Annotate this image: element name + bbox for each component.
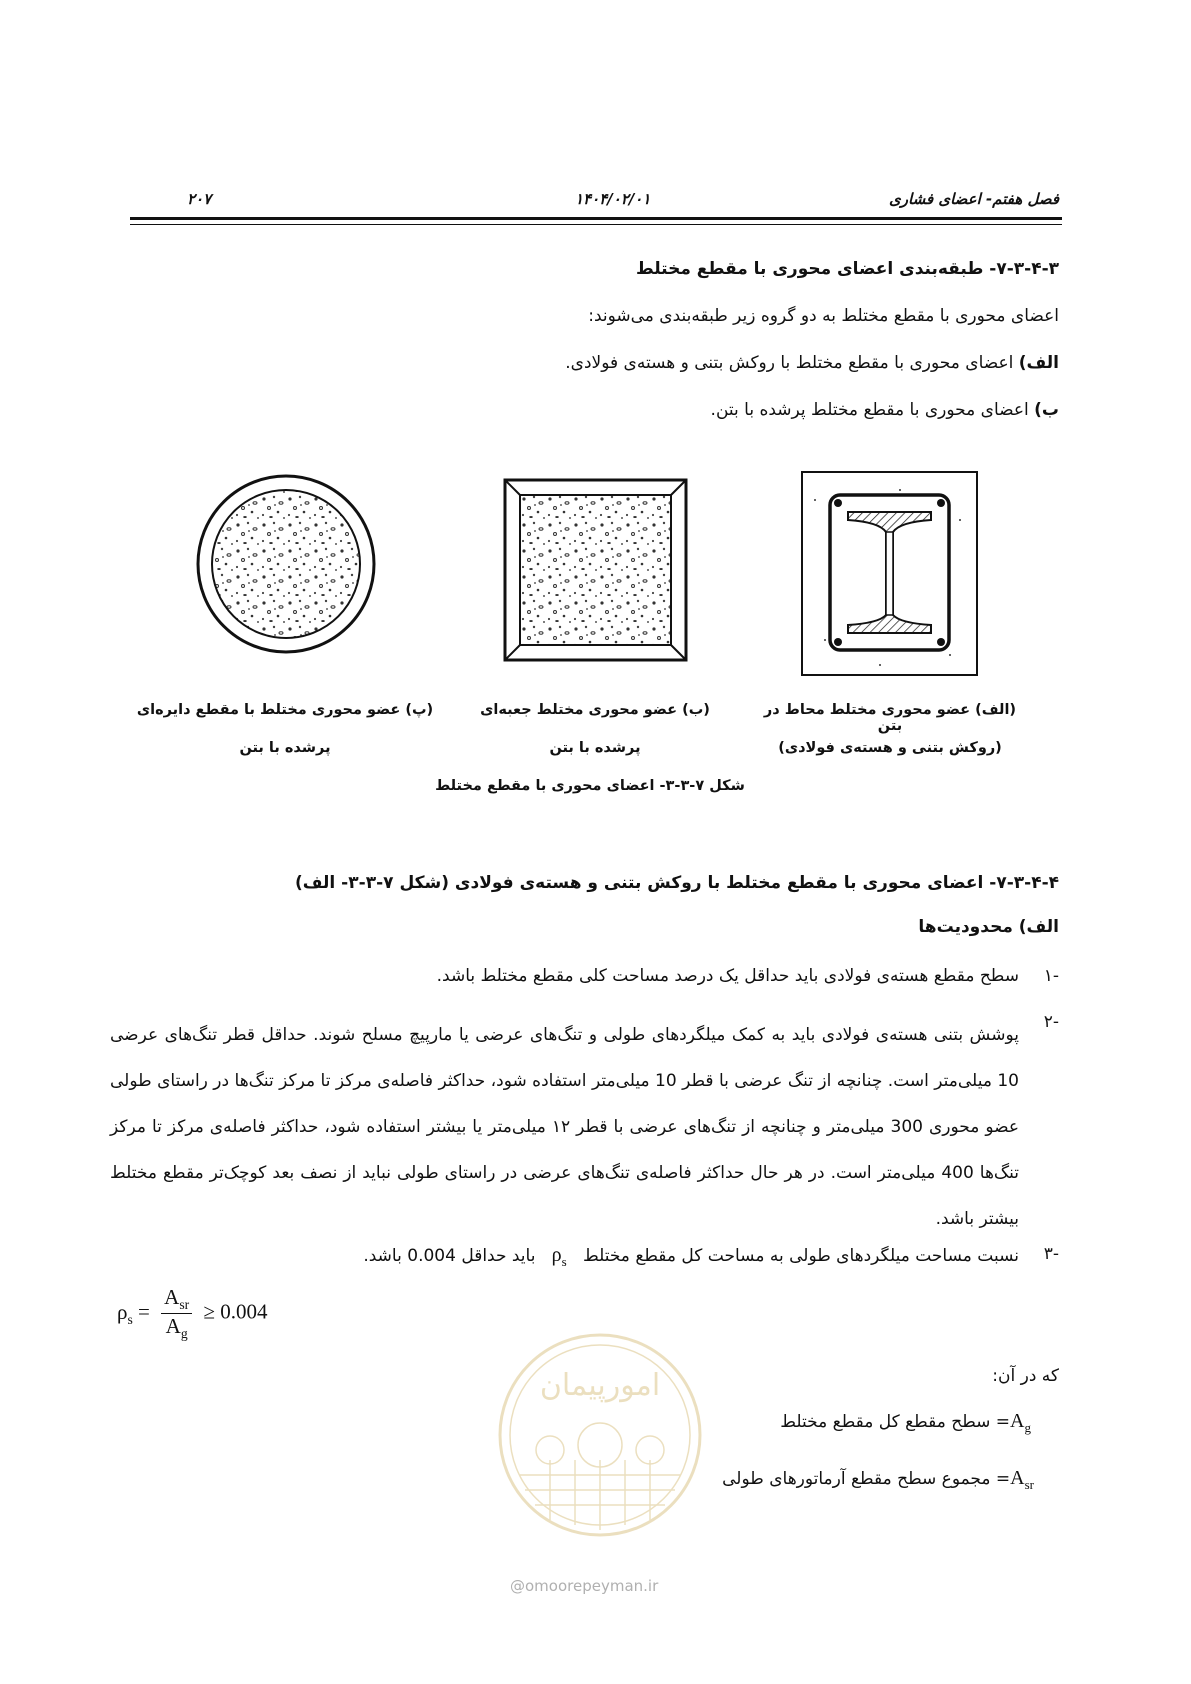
definition-ag-text: = سطح مقطع کل مقطع مختلط — [780, 1412, 1011, 1432]
limitation-item-1-number: ۱- — [1043, 966, 1059, 986]
limitation-item-3-text-before: نسبت مساحت میلگردهای طولی به مساحت کل مقطع مختلط — [582, 1246, 1019, 1266]
limitation-item-3-number: ۳- — [1043, 1244, 1059, 1264]
definition-ag — [780, 1410, 1031, 1436]
list-item-a-text: اعضای محوری با مقطع مختلط با روکش بتنی و هسته‌ی فولادی. — [565, 353, 1019, 373]
page-number: ۲۰۷ — [187, 190, 212, 208]
limitation-item-3-text — [363, 1244, 1019, 1270]
chapter-title: فصل هفتم- اعضای فشاری — [889, 190, 1059, 208]
caption-c-line1: (پ) عضو محوری مختلط با مقطع دایره‌ای — [136, 702, 434, 718]
list-item-b — [711, 400, 1059, 420]
caption-b-line2: پرشده با بتن — [549, 740, 641, 756]
formula-equals: = — [138, 1299, 150, 1324]
reinforcement-ratio-formula — [117, 1285, 267, 1342]
header-rule-thin — [130, 224, 1062, 225]
caption-c-line2: پرشده با بتن — [239, 740, 331, 756]
section-heading-classification: ۷-۳-۴-۳- طبقه‌بندی اعضای محوری با مقطع مختلط — [636, 259, 1059, 279]
header-rule-thick — [130, 217, 1062, 220]
definitions-intro: که در آن: — [992, 1366, 1059, 1386]
formula-lhs: $\rho_s$ — [117, 1299, 133, 1327]
figure-title: شکل ۷-۳-۳- اعضای محوری با مقطع مختلط — [435, 778, 745, 794]
formula-fraction — [161, 1285, 192, 1342]
definition-asr-text: = مجموع سطح مقطع آرماتورهای طولی — [722, 1469, 1011, 1489]
caption-b-line1: (ب) عضو محوری مختلط جعبه‌ای — [480, 702, 710, 718]
subheading-limitations: الف) محدودیت‌ها — [918, 917, 1059, 937]
definition-asr-symbol: $A_{sr}$ — [1010, 1467, 1034, 1492]
caption-a-line1: (الف) عضو محوری مختلط محاط در بتن — [763, 702, 1017, 734]
definition-ag-symbol: $A_g$ — [1010, 1410, 1031, 1435]
limitation-item-2-text: پوشش بتنی هسته‌ی فولادی باید به کمک میلگردهای طولی و تنگ‌های عرضی یا مارپیچ مسلح شوند. حداقل قطر تنگ‌های عرضی 10 میلی‌متر است. چنانچه از تنگ عرضی با قطر 10 میلی‌متر استفاده شود، حداکثر فاصله‌ی مرکز تا مرکز تنگ‌ها در راستای طولی عضو محوری 300 میلی‌متر و چنانچه از تنگ‌های عرضی با قطر ۱۲ میلی‌متر یا بیشتر استفاده شود، حداکثر فاصله‌ی مرکز تا مرکز تنگ‌ها 400 میلی‌متر است. در هر حال حداکثر فاصله‌ی تنگ‌های عرضی در راستای طولی نباید از نصف بعد کوچک‌تر مقطع مختلط بیشتر باشد. — [110, 1025, 1019, 1229]
formula-denominator: $A_g$ — [165, 1314, 188, 1342]
composite-sections-figure — [0, 460, 1191, 700]
circular-filled-section-drawing — [198, 476, 374, 652]
header-date: ۱۴۰۴/۰۲/۰۱ — [575, 190, 651, 208]
limitation-item-3-text-after: باید حداقل 0.004 باشد. — [363, 1246, 536, 1266]
watermark-logo — [490, 1325, 710, 1565]
rho-s-symbol: $\rho_s$ — [551, 1244, 567, 1269]
section-heading-encased: ۷-۳-۴-۴- اعضای محوری با مقطع مختلط با روکش بتنی و هسته‌ی فولادی (شکل ۷-۳-۳- الف) — [295, 873, 1059, 893]
formula-numerator: $A_{sr}$ — [161, 1285, 192, 1314]
watermark-url: @omoorepeyman.ir — [510, 1577, 659, 1595]
definition-asr — [722, 1467, 1034, 1493]
list-item-b-label: ب) — [1034, 400, 1059, 420]
list-item-a — [565, 353, 1059, 373]
list-item-a-label: الف) — [1018, 353, 1059, 373]
box-filled-section-drawing — [505, 480, 686, 660]
caption-a-line2: (روکش بتنی و هسته‌ی فولادی) — [778, 740, 1002, 756]
list-item-b-text: اعضای محوری با مقطع مختلط پرشده با بتن. — [710, 400, 1035, 420]
section-intro: اعضای محوری با مقطع مختلط به دو گروه زیر طبقه‌بندی می‌شوند: — [588, 306, 1059, 326]
limitation-item-2-number: ۲- — [1043, 1012, 1059, 1032]
watermark-brand: امورپیمان — [539, 1368, 661, 1403]
encased-section-drawing — [802, 472, 977, 675]
formula-rhs: ≥ 0.004 — [203, 1299, 268, 1324]
limitation-item-1-text: سطح مقطع هسته‌ی فولادی باید حداقل یک درصد مساحت کلی مقطع مختلط باشد. — [436, 966, 1019, 986]
